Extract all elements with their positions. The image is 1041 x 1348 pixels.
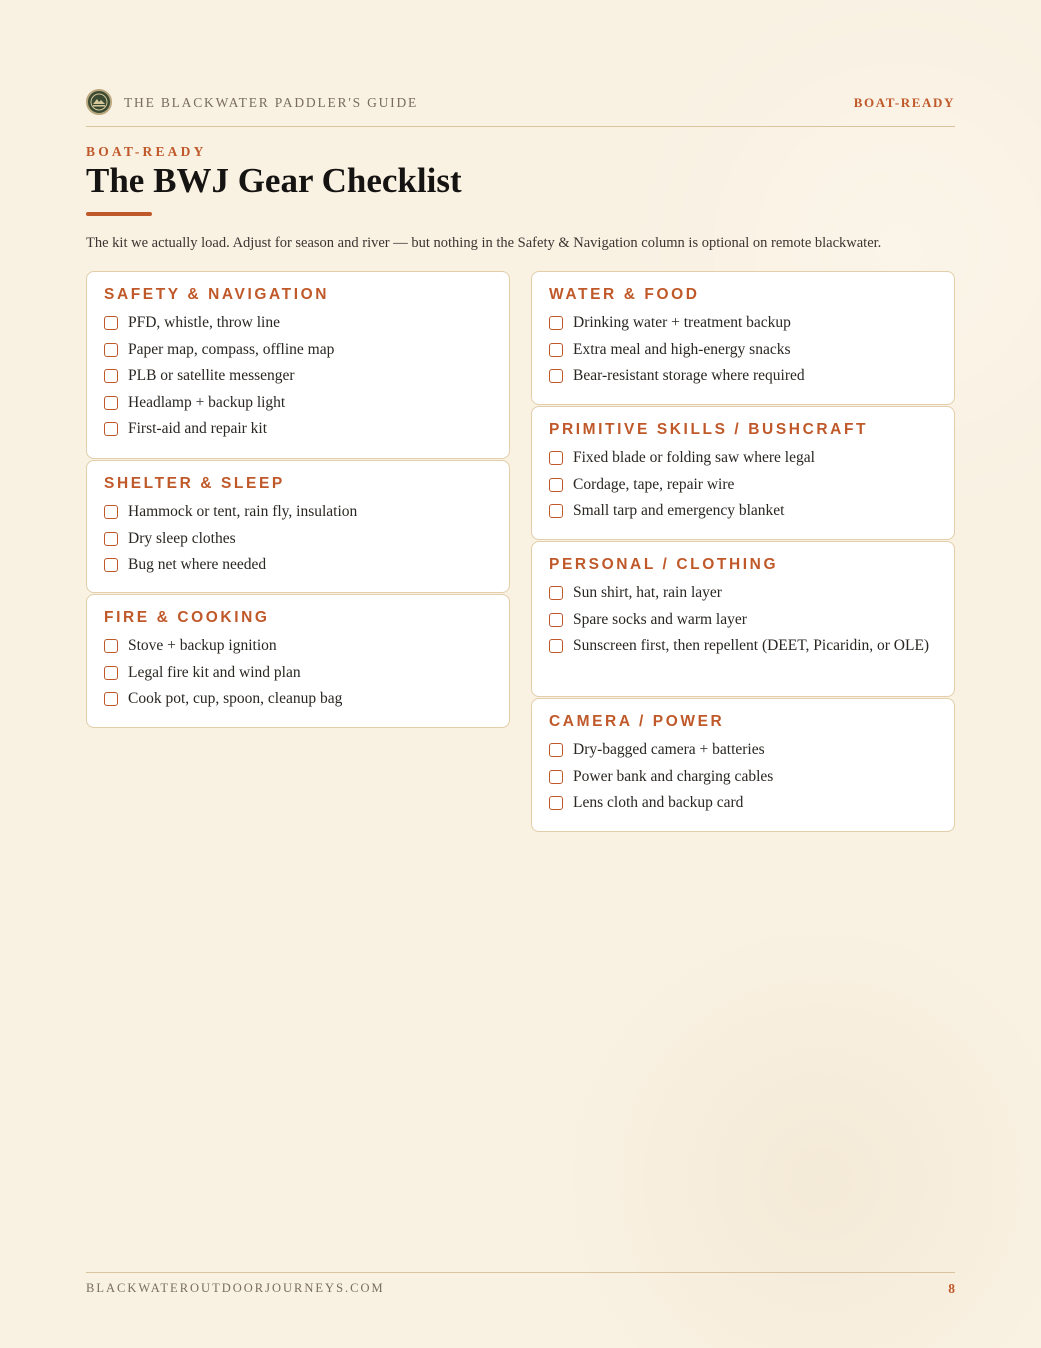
section-kicker: BOAT-READY — [86, 144, 207, 159]
card-safety-navigation — [86, 271, 510, 459]
checkbox[interactable] — [104, 369, 118, 383]
item-label: First-aid and repair kit — [128, 420, 268, 437]
guide-logo-icon — [86, 89, 112, 115]
checkbox[interactable] — [104, 532, 118, 546]
checkbox[interactable] — [104, 422, 118, 436]
item-label: Hammock or tent, rain fly, insulation — [128, 503, 358, 520]
checkbox[interactable] — [549, 451, 563, 465]
item-label: Stove + backup ignition — [128, 637, 277, 654]
guide-title: THE BLACKWATER PADDLER'S GUIDE — [124, 95, 419, 110]
checkbox[interactable] — [104, 343, 118, 357]
checklist-item — [549, 635, 940, 657]
footer-divider — [86, 1272, 955, 1273]
card-shelter-sleep — [86, 460, 510, 593]
checklist-item — [549, 474, 940, 496]
card-personal-clothing — [531, 541, 955, 697]
intro-text: The kit we actually load. Adjust for season and river — but nothing in the Safety & Navigation column is optional on remote blackwater. — [86, 235, 882, 251]
item-label: Extra meal and high-energy snacks — [573, 340, 791, 358]
card-water-food — [531, 271, 955, 405]
checkbox[interactable] — [104, 639, 118, 653]
checkbox[interactable] — [104, 666, 118, 680]
checklist-item — [549, 312, 940, 334]
card-fire-cooking — [86, 594, 510, 728]
card-camera-power — [531, 698, 955, 832]
card-title: CAMERA / POWER — [549, 713, 725, 730]
checklist-item — [549, 339, 940, 361]
checklist-item — [549, 739, 940, 761]
checkbox[interactable] — [104, 316, 118, 330]
card-title: SHELTER & SLEEP — [104, 475, 285, 492]
title-underline — [86, 212, 152, 216]
checklist — [549, 447, 940, 527]
checkbox[interactable] — [104, 692, 118, 706]
item-label: Fixed blade or folding saw where legal — [573, 449, 815, 466]
checklist-item — [104, 688, 495, 710]
checklist-item — [104, 312, 495, 334]
checkbox[interactable] — [549, 743, 563, 757]
item-label: Bug net where needed — [128, 556, 267, 573]
item-label: Cook pot, cup, spoon, cleanup bag — [128, 690, 343, 707]
checkbox[interactable] — [549, 586, 563, 600]
item-label: Sun shirt, hat, rain layer — [573, 584, 722, 601]
item-label: Power bank and charging cables — [573, 767, 774, 785]
checkbox[interactable] — [104, 396, 118, 410]
checklist-item — [104, 528, 495, 550]
checklist-item — [549, 500, 940, 522]
item-label: Legal fire kit and wind plan — [128, 663, 301, 681]
checklist-item — [549, 766, 940, 788]
checkbox[interactable] — [549, 343, 563, 357]
checkbox[interactable] — [549, 316, 563, 330]
item-label: Headlamp + backup light — [128, 393, 286, 411]
card-primitive-skills-bushcraft — [531, 406, 955, 540]
page-number: 8 — [948, 1281, 955, 1296]
item-label: PFD, whistle, throw line — [128, 314, 280, 331]
checkbox[interactable] — [549, 369, 563, 383]
item-label: Paper map, compass, offline map — [128, 340, 335, 358]
checkbox[interactable] — [104, 505, 118, 519]
footer-website[interactable]: BLACKWATEROUTDOORJOURNEYS.COM — [86, 1281, 385, 1295]
page-header — [86, 88, 955, 127]
checklist-item — [549, 792, 940, 814]
card-title: WATER & FOOD — [549, 286, 700, 303]
checklist-item — [104, 418, 495, 440]
checkbox[interactable] — [549, 796, 563, 810]
item-label: Cordage, tape, repair wire — [573, 475, 735, 493]
card-title: FIRE & COOKING — [104, 609, 270, 626]
checkbox[interactable] — [549, 504, 563, 518]
item-label: Dry-bagged camera + batteries — [573, 741, 765, 758]
item-label: Sunscreen first, then repellent (DEET, Picaridin, or OLE) — [573, 637, 930, 654]
checklist-item — [104, 635, 495, 657]
checklist-item — [104, 339, 495, 361]
item-label: PLB or satellite messenger — [128, 367, 295, 384]
item-label: Dry sleep clothes — [128, 529, 236, 547]
card-title: PERSONAL / CLOTHING — [549, 556, 779, 573]
item-label: Spare socks and warm layer — [573, 610, 747, 628]
checklist — [549, 582, 940, 662]
item-label: Drinking water + treatment backup — [573, 314, 791, 331]
card-title: SAFETY & NAVIGATION — [104, 286, 330, 303]
checklist-item — [104, 501, 495, 523]
item-label: Bear-resistant storage where required — [573, 367, 805, 384]
checklist — [104, 312, 495, 445]
checklist — [104, 501, 495, 581]
item-label: Small tarp and emergency blanket — [573, 502, 785, 519]
checklist — [549, 312, 940, 392]
checkbox[interactable] — [549, 770, 563, 784]
checkbox[interactable] — [104, 558, 118, 572]
checklist-item — [104, 392, 495, 414]
checklist-item — [549, 582, 940, 604]
checkbox[interactable] — [549, 613, 563, 627]
page-title: The BWJ Gear Checklist — [86, 161, 462, 200]
checklist-item — [104, 365, 495, 387]
checkbox[interactable] — [549, 478, 563, 492]
checklist-item — [104, 554, 495, 576]
checklist-item — [549, 609, 940, 631]
checklist-item — [104, 662, 495, 684]
checklist-item — [549, 447, 940, 469]
item-label: Lens cloth and backup card — [573, 794, 744, 811]
checkbox[interactable] — [549, 639, 563, 653]
checklist-item — [549, 365, 940, 387]
checklist — [104, 635, 495, 715]
card-title: PRIMITIVE SKILLS / BUSHCRAFT — [549, 421, 869, 438]
checklist — [549, 739, 940, 819]
section-tag: BOAT-READY — [853, 95, 955, 110]
